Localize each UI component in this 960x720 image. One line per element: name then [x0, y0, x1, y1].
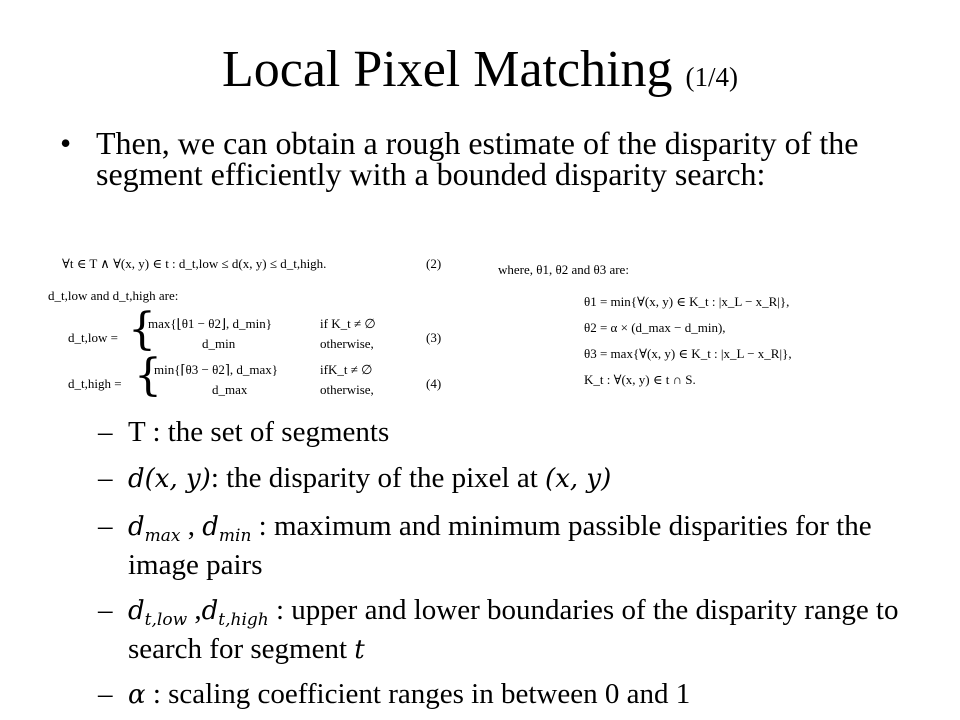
item-desc: : upper and lower boundaries of the disparity range to search for segment [128, 594, 899, 666]
equation-3-case1: max{⌊θ1 − θ2⌋, d_min} [148, 316, 273, 331]
equation-3-cond2: otherwise, [320, 336, 374, 351]
equation-4-lhs: d_t,high = [68, 376, 122, 391]
theta2-def: θ2 = α × (d_max − d_min), [584, 320, 726, 335]
intro-text: Then, we can obtain a rough estimate of the disparity of the segment efficiently with a bounded disparity search: [96, 125, 859, 192]
equation-3-cond1: if K_t ≠ ∅ [320, 316, 376, 331]
kt-def: K_t : ∀(x, y) ∈ t ∩ S. [584, 372, 696, 387]
math-symbol: $d_{t,high}$ [201, 596, 269, 631]
dash-icon: – [98, 416, 113, 448]
math-symbol: $d_{t,low}$ [128, 596, 188, 631]
equation-3-lhs: d_t,low = [68, 330, 118, 345]
equation-2-number: (2) [426, 256, 442, 271]
item-desc: : maximum and minimum passible disparities for the image pairs [128, 510, 872, 582]
item-text [128, 596, 918, 665]
equation-3-brace: { [128, 304, 156, 355]
dash-icon: – [98, 462, 113, 494]
math-symbol: t [354, 635, 365, 666]
equation-4-brace: { [134, 350, 162, 401]
equation-4-cond1: ifK_t ≠ ∅ [320, 362, 373, 377]
separator: , [187, 594, 202, 626]
item-text [128, 680, 918, 710]
equation-3-number: (3) [426, 330, 442, 345]
math-symbol: $d_{max}$ [128, 512, 181, 547]
math-symbol: $d_{min}$ [202, 512, 252, 547]
item-text: T : the set of segments [128, 416, 390, 448]
math-symbol: α [128, 680, 146, 710]
equation-3-case2: d_min [202, 336, 236, 351]
math-symbol: (x, y) [545, 464, 612, 494]
where-label: where, θ1, θ2 and θ3 are: [498, 262, 629, 277]
item-text [128, 464, 918, 494]
dash-icon: – [98, 594, 113, 626]
math-symbol: d(x, y) [128, 464, 211, 494]
item-desc: : the disparity of the pixel at [210, 462, 538, 494]
title-page-indicator: (1/4) [685, 62, 739, 92]
dash-icon: – [98, 510, 113, 542]
equation-4-number: (4) [426, 376, 442, 391]
theta3-def: θ3 = max{∀(x, y) ∈ K_t : |x_L − x_R|}, [584, 346, 792, 361]
equations-figure [44, 252, 924, 412]
separator: , [180, 510, 203, 542]
bullet-icon: • [60, 125, 72, 161]
item-text [128, 512, 918, 580]
equation-4-case2: d_max [212, 382, 248, 397]
equation-2: ∀t ∈ T ∧ ∀(x, y) ∈ t : d_t,low ≤ d(x, y) ≤ d_t,high. [62, 256, 327, 271]
item-desc: : scaling coefficient ranges in between 0 and 1 [145, 678, 691, 710]
dt-intro: d_t,low and d_t,high are: [48, 288, 179, 303]
slide-title [0, 38, 960, 109]
dash-icon: – [98, 678, 113, 710]
equation-4-cond2: otherwise, [320, 382, 374, 397]
theta1-def: θ1 = min{∀(x, y) ∈ K_t : |x_L − x_R|}, [584, 294, 790, 309]
equation-4-case1: min{⌈θ3 − θ2⌉, d_max} [154, 362, 279, 377]
title-main: Local Pixel Matching [221, 41, 673, 98]
